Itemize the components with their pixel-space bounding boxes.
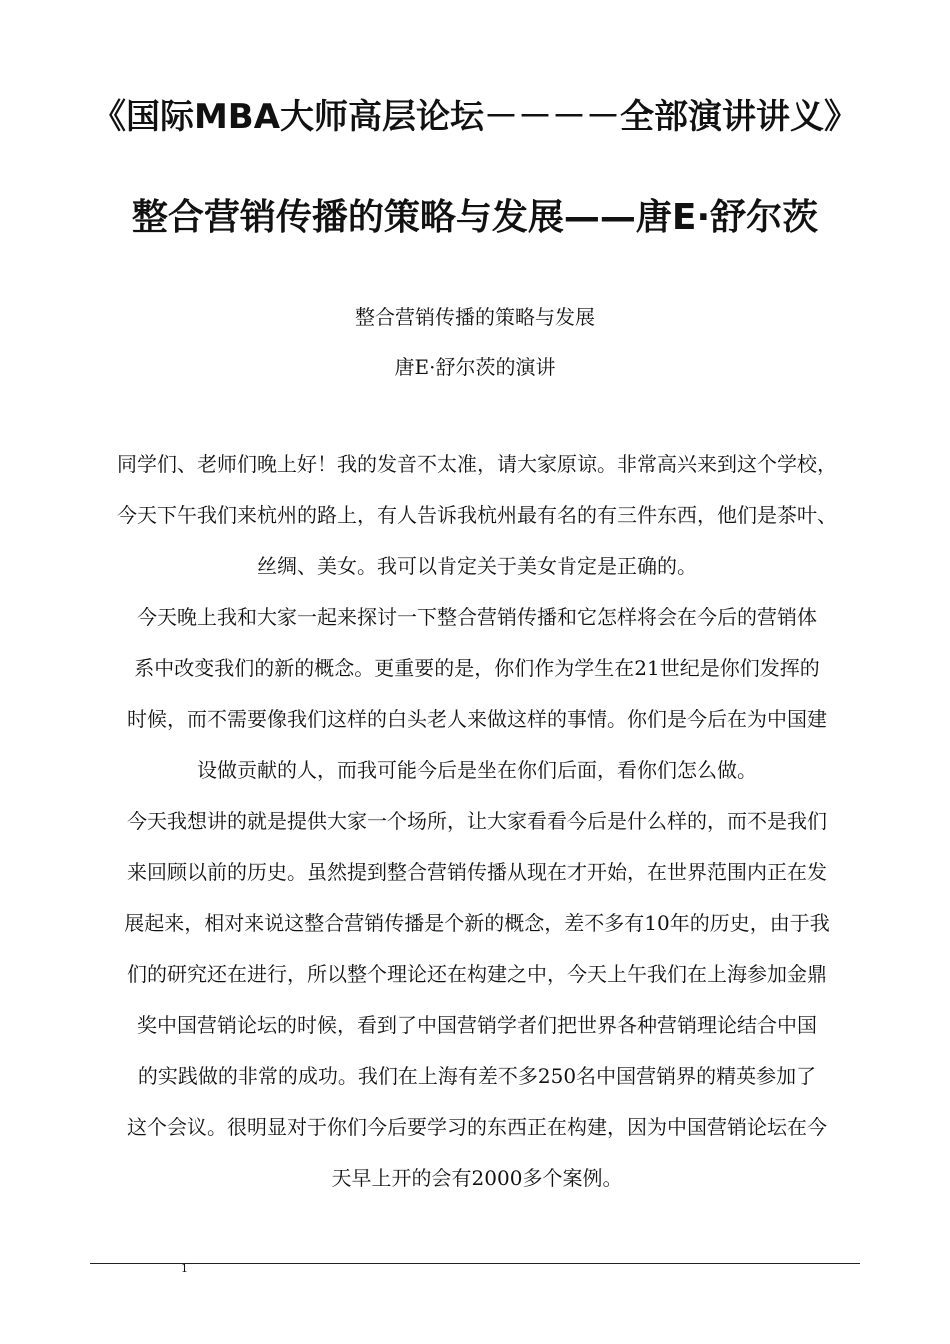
lecture-title: 整合营销传播的策略与发展——唐E·舒尔茨 (131, 197, 819, 238)
text-line: 丝绸、美女。我可以肯定关于美女肯定是正确的。 (257, 554, 697, 578)
text-line: 展起来，相对来说这整合营销传播是个新的概念，差不多有10年的历史，由于我 (124, 911, 830, 935)
text-line: 同学们、老师们晚上好！我的发音不太准，请大家原谅。非常高兴来到这个学校， (117, 452, 837, 476)
text-line: 今天下午我们来杭州的路上，有人告诉我杭州最有名的有三件东西，他们是茶叶、 (117, 503, 837, 527)
text-line: 来回顾以前的历史。虽然提到整合营销传播从现在才开始，在世界范围内正在发 (127, 860, 827, 884)
text-line: 天早上开的会有2000多个案例。 (331, 1166, 623, 1190)
text-line: 今天我想讲的就是提供大家一个场所，让大家看看今后是什么样的，而不是我们 (127, 809, 827, 833)
text-line: 今天晚上我和大家一起来探讨一下整合营销传播和它怎样将会在今后的营销体 (137, 605, 817, 629)
lecture-subheading: 整合营销传播的策略与发展 (355, 305, 595, 329)
text-line: 的实践做的非常的成功。我们在上海有差不多250名中国营销界的精英参加了 (137, 1064, 817, 1088)
paragraph-history (88, 807, 866, 1215)
lecture-body (88, 450, 866, 1215)
paragraph-greeting (88, 450, 866, 603)
text-line: 设做贡献的人，而我可能今后是坐在你们后面，看你们怎么做。 (197, 758, 757, 782)
page-number: 1 (181, 1262, 188, 1275)
paragraph-topic (88, 603, 866, 807)
speaker-subheading: 唐E·舒尔茨的演讲 (394, 355, 556, 379)
document-main-title: 《国际MBA大师高层论坛－－－－全部演讲讲义》 (91, 97, 859, 137)
text-line: 奖中国营销论坛的时候，看到了中国营销学者们把世界各种营销理论结合中国 (137, 1013, 817, 1037)
text-line: 们的研究还在进行，所以整个理论还在构建之中，今天上午我们在上海参加金鼎 (127, 962, 827, 986)
text-line: 时候，而不需要像我们这样的白头老人来做这样的事情。你们是今后在为中国建 (127, 707, 827, 731)
text-line: 系中改变我们的新的概念。更重要的是，你们作为学生在21世纪是你们发挥的 (134, 656, 820, 680)
footer-divider (90, 1263, 860, 1264)
text-line: 这个会议。很明显对于你们今后要学习的东西正在构建，因为中国营销论坛在今 (127, 1115, 827, 1139)
